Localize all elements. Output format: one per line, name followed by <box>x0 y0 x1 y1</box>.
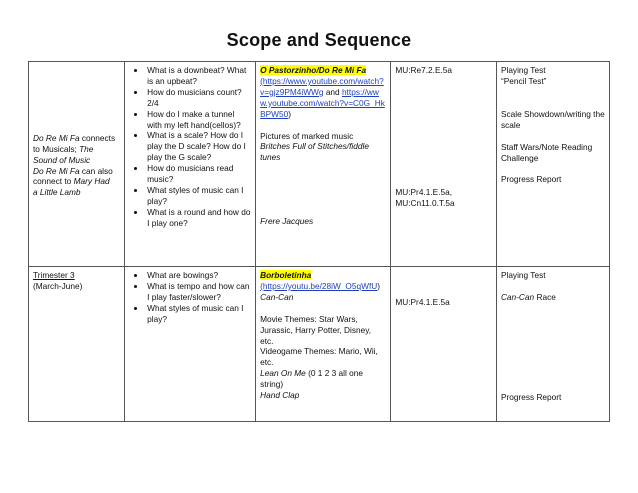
resource-text: Can-Can <box>260 291 294 302</box>
resource-text: Frere Jacques <box>260 216 314 227</box>
list-item: How do musicians count? 2/4 <box>147 87 251 109</box>
text: connect to <box>33 176 74 187</box>
text: ) <box>377 280 381 291</box>
resource-text: Hand Clap <box>260 390 300 401</box>
table-row <box>29 267 610 422</box>
standard-code: MU:Pr4.1.E.5a <box>395 297 450 307</box>
assessment-item: Scale Showdown/writing the scale <box>500 108 605 130</box>
standard-code: MU:Re7.2.E.5a <box>395 65 453 75</box>
list-item: What styles of music can I play? <box>147 303 251 325</box>
essential-questions-cell <box>125 62 256 267</box>
standards-cell <box>391 62 497 267</box>
musical-title: Sound of Music <box>33 154 91 165</box>
standards-cell <box>391 267 497 422</box>
resource-text: Pictures of marked music <box>260 130 354 141</box>
text: ) <box>288 108 292 119</box>
trimester-months: (March-June) <box>33 280 83 291</box>
text: connects <box>79 132 116 143</box>
assessment-item: Can-Can <box>500 291 535 302</box>
repertoire-heading: Borboletinha <box>260 270 312 280</box>
essential-questions-cell <box>125 267 256 422</box>
resource-text: Videogame Themes: Mario, Wii, etc. <box>260 346 378 368</box>
youtube-link[interactable]: (https://youtu.be/28iW_O5qWfU <box>260 280 378 291</box>
question-list <box>129 270 251 325</box>
text: to Musicals; <box>33 143 80 154</box>
scope-table <box>28 61 610 422</box>
unit-connections-cell <box>29 267 125 422</box>
text: and <box>323 86 340 97</box>
standard-code: MU:Cn11.0.T.5a <box>395 197 455 208</box>
assessment-cell <box>496 267 609 422</box>
resource-text: Movie Themes: Star Wars, Jurassic, Harry Potter, Disney, etc. <box>260 313 372 346</box>
list-item: What is a downbeat? What is an upbeat? <box>147 65 251 87</box>
list-item: What styles of music can I play? <box>147 185 251 207</box>
list-item: What is a scale? How do I play the D scale? How do I play the G scale? <box>147 130 251 163</box>
song-title: Do Re Mi Fa <box>33 132 80 143</box>
song-title: a Little Lamb <box>33 187 81 198</box>
list-item: What is a round and how do I play one? <box>147 206 251 228</box>
musical-title: The <box>79 143 94 154</box>
youtube-link[interactable]: (https://www.youtube.com/watch?v=gjz9PM4iWWg <box>260 75 384 97</box>
text: can also <box>79 165 113 176</box>
assessment-item: Staff Wars/Note Reading Challenge <box>500 141 593 163</box>
repertoire-cell <box>256 267 391 422</box>
assessment-item: Progress Report <box>500 391 562 402</box>
assessment-item: Playing Test <box>500 65 546 75</box>
text: Race <box>534 291 556 302</box>
resource-text: Lean On Me <box>260 368 306 379</box>
assessment-item: Playing Test <box>500 270 546 280</box>
assessment-item: “Pencil Test” <box>500 75 547 86</box>
repertoire-heading: O Pastorzinho/Do Re Mi Fa <box>260 65 367 75</box>
list-item: What is tempo and how can I play faster/slower? <box>147 280 250 302</box>
standard-code: MU:Pr4.1.E.5a, <box>395 186 453 197</box>
list-item: How do I make a tunnel with my left hand(cellos)? <box>147 109 251 131</box>
list-item: What are bowings? <box>147 270 251 281</box>
youtube-link[interactable]: https://www.youtube.com/watch?v=C0G_HkBPW50 <box>260 86 385 119</box>
trimester-label: Trimester 3 <box>33 270 75 280</box>
repertoire-cell <box>256 62 391 267</box>
resource-text: Britches Full of Stitches/fiddle tunes <box>260 141 369 163</box>
song-title: Do Re Mi Fa <box>33 165 80 176</box>
assessment-item: Progress Report <box>500 174 562 185</box>
question-list <box>129 65 251 229</box>
assessment-cell <box>496 62 609 267</box>
table-row <box>29 62 610 267</box>
list-item: How do musicians read music? <box>147 163 251 185</box>
song-title: Mary Had <box>73 176 110 187</box>
page-title: Scope and Sequence <box>226 30 412 50</box>
unit-connections-cell <box>29 62 125 267</box>
text: (0 1 2 3 all one string) <box>260 368 363 390</box>
